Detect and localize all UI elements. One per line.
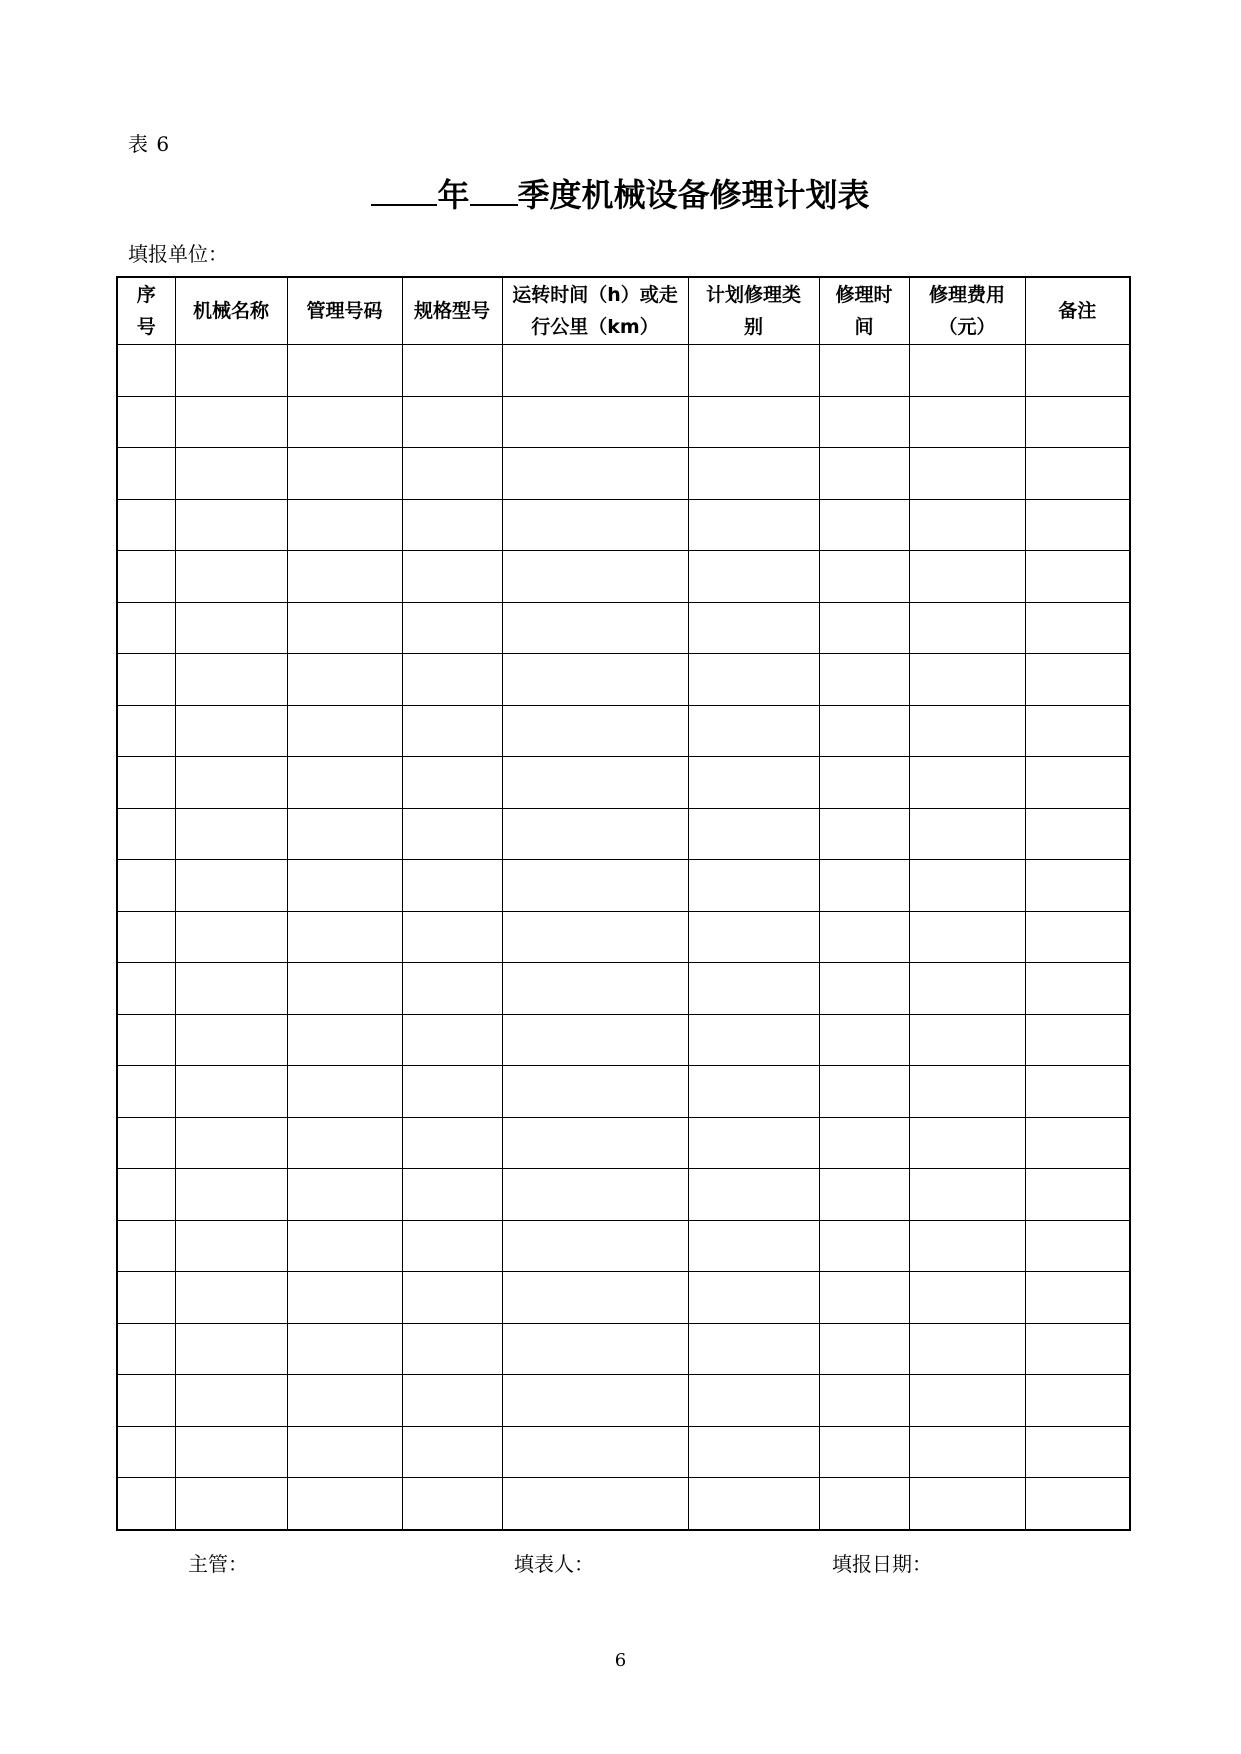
page-title (0, 170, 1241, 216)
table-cell[interactable] (819, 911, 909, 963)
table-cell[interactable] (819, 1117, 909, 1169)
table-cell[interactable] (909, 1066, 1025, 1118)
table-cell[interactable] (502, 396, 688, 448)
table-cell[interactable] (819, 1169, 909, 1221)
table-cell[interactable] (909, 757, 1025, 809)
table-cell[interactable] (688, 396, 819, 448)
table-cell[interactable] (688, 860, 819, 912)
table-cell[interactable] (402, 345, 502, 397)
table-cell[interactable] (402, 1014, 502, 1066)
table-cell[interactable] (1025, 551, 1130, 603)
table-row (117, 1272, 1130, 1324)
table-cell[interactable] (909, 602, 1025, 654)
table-cell[interactable] (175, 963, 287, 1015)
table-cell[interactable] (287, 1478, 402, 1530)
table-cell[interactable] (909, 860, 1025, 912)
table-row (117, 1014, 1130, 1066)
table-cell[interactable] (502, 1375, 688, 1427)
table-cell[interactable] (1025, 396, 1130, 448)
table-cell[interactable] (175, 1478, 287, 1530)
table-cell[interactable] (117, 757, 175, 809)
table-row (117, 499, 1130, 551)
table-cell[interactable] (117, 705, 175, 757)
supervisor-label: 主管： (188, 1552, 248, 1576)
table-cell[interactable] (909, 1478, 1025, 1530)
col-header-repair-category: 计划修理类别 (688, 277, 819, 345)
table-row (117, 1220, 1130, 1272)
table-cell[interactable] (819, 499, 909, 551)
table-cell[interactable] (117, 911, 175, 963)
table-cell[interactable] (287, 808, 402, 860)
table-row (117, 1323, 1130, 1375)
table-cell[interactable] (502, 345, 688, 397)
table-cell[interactable] (688, 1478, 819, 1530)
table-cell[interactable] (909, 551, 1025, 603)
table-cell[interactable] (175, 757, 287, 809)
table-cell[interactable] (502, 1169, 688, 1221)
table-cell[interactable] (688, 1014, 819, 1066)
table-cell[interactable] (1025, 602, 1130, 654)
table-cell[interactable] (819, 1323, 909, 1375)
table-cell[interactable] (688, 1323, 819, 1375)
table-cell[interactable] (819, 757, 909, 809)
table-cell[interactable] (909, 345, 1025, 397)
table-cell[interactable] (287, 602, 402, 654)
table-cell[interactable] (1025, 1014, 1130, 1066)
table-cell[interactable] (402, 1220, 502, 1272)
table-cell[interactable] (175, 705, 287, 757)
table-cell[interactable] (117, 1478, 175, 1530)
table-cell[interactable] (175, 1014, 287, 1066)
table-cell[interactable] (819, 963, 909, 1015)
table-row (117, 602, 1130, 654)
table-cell[interactable] (402, 602, 502, 654)
table-row (117, 1066, 1130, 1118)
table-cell[interactable] (117, 1426, 175, 1478)
table-cell[interactable] (688, 911, 819, 963)
table-row (117, 911, 1130, 963)
table-row (117, 705, 1130, 757)
table-cell[interactable] (402, 1323, 502, 1375)
table-cell[interactable] (1025, 654, 1130, 706)
table-row (117, 1426, 1130, 1478)
table-cell[interactable] (175, 1066, 287, 1118)
table-cell[interactable] (287, 654, 402, 706)
table-cell[interactable] (688, 654, 819, 706)
table-cell[interactable] (688, 602, 819, 654)
table-cell[interactable] (117, 551, 175, 603)
table-cell[interactable] (117, 602, 175, 654)
preparer-label: 填表人： (514, 1552, 594, 1576)
table-cell[interactable] (909, 396, 1025, 448)
table-cell[interactable] (287, 860, 402, 912)
table-row (117, 1169, 1130, 1221)
table-cell[interactable] (402, 1478, 502, 1530)
quarter-blank (470, 176, 518, 206)
table-cell[interactable] (688, 1117, 819, 1169)
table-cell[interactable] (502, 1426, 688, 1478)
table-cell[interactable] (909, 448, 1025, 500)
table-row (117, 654, 1130, 706)
repair-plan-table (116, 276, 1131, 1531)
table-cell[interactable] (1025, 1478, 1130, 1530)
table-cell[interactable] (117, 1375, 175, 1427)
table-row (117, 1375, 1130, 1427)
table-row (117, 396, 1130, 448)
table-cell[interactable] (117, 1220, 175, 1272)
table-cell[interactable] (287, 1323, 402, 1375)
table-cell[interactable] (287, 963, 402, 1015)
table-cell[interactable] (502, 499, 688, 551)
table-cell[interactable] (175, 1169, 287, 1221)
table-cell[interactable] (287, 345, 402, 397)
table-cell[interactable] (502, 860, 688, 912)
table-cell[interactable] (909, 1272, 1025, 1324)
table-cell[interactable] (909, 654, 1025, 706)
table-cell[interactable] (1025, 1220, 1130, 1272)
col-header-repair-cost: 修理费用（元） (909, 277, 1025, 345)
table-cell[interactable] (175, 1323, 287, 1375)
table-cell[interactable] (117, 963, 175, 1015)
table-row (117, 345, 1130, 397)
table-cell[interactable] (688, 1220, 819, 1272)
year-blank (371, 176, 437, 206)
table-cell[interactable] (117, 499, 175, 551)
table-cell[interactable] (502, 963, 688, 1015)
table-cell[interactable] (287, 1375, 402, 1427)
col-header-runtime-mileage: 运转时间（h）或走行公里（km） (502, 277, 688, 345)
table-cell[interactable] (287, 1169, 402, 1221)
table-cell[interactable] (287, 499, 402, 551)
table-cell[interactable] (819, 602, 909, 654)
table-body (117, 345, 1130, 1530)
table-cell[interactable] (287, 705, 402, 757)
table-cell[interactable] (502, 1066, 688, 1118)
table-cell[interactable] (287, 1272, 402, 1324)
table-cell[interactable] (502, 1272, 688, 1324)
table-cell[interactable] (287, 1117, 402, 1169)
table-cell[interactable] (1025, 808, 1130, 860)
table-cell[interactable] (502, 1014, 688, 1066)
table-cell[interactable] (1025, 1323, 1130, 1375)
table-cell[interactable] (1025, 499, 1130, 551)
table-cell[interactable] (402, 448, 502, 500)
table-row (117, 860, 1130, 912)
table-cell[interactable] (402, 499, 502, 551)
table-cell[interactable] (502, 808, 688, 860)
table-cell[interactable] (1025, 860, 1130, 912)
table-cell[interactable] (402, 911, 502, 963)
table-cell[interactable] (287, 1220, 402, 1272)
table-cell[interactable] (688, 757, 819, 809)
table-cell[interactable] (819, 1478, 909, 1530)
table-cell[interactable] (1025, 1272, 1130, 1324)
table-cell[interactable] (175, 860, 287, 912)
table-row (117, 1117, 1130, 1169)
table-cell[interactable] (117, 1169, 175, 1221)
page-number: 6 (614, 1650, 627, 1671)
table-cell[interactable] (1025, 705, 1130, 757)
table-cell[interactable] (117, 1272, 175, 1324)
table-cell[interactable] (909, 705, 1025, 757)
table-cell[interactable] (688, 1066, 819, 1118)
table-row (117, 448, 1130, 500)
table-cell[interactable] (909, 1169, 1025, 1221)
table-cell[interactable] (909, 808, 1025, 860)
table-cell[interactable] (175, 499, 287, 551)
table-cell[interactable] (117, 448, 175, 500)
table-cell[interactable] (287, 1426, 402, 1478)
table-cell[interactable] (175, 602, 287, 654)
table-cell[interactable] (1025, 757, 1130, 809)
table-cell[interactable] (819, 1220, 909, 1272)
table-cell[interactable] (819, 860, 909, 912)
title-year-suffix: 年 (437, 176, 470, 214)
table-cell[interactable] (175, 1426, 287, 1478)
table-cell[interactable] (402, 860, 502, 912)
table-cell[interactable] (688, 808, 819, 860)
table-cell[interactable] (819, 448, 909, 500)
table-cell[interactable] (402, 396, 502, 448)
date-label: 填报日期： (832, 1552, 932, 1576)
table-cell[interactable] (909, 911, 1025, 963)
table-cell[interactable] (117, 1323, 175, 1375)
col-header-index: 序号 (117, 277, 175, 345)
table-row (117, 963, 1130, 1015)
table-cell[interactable] (819, 705, 909, 757)
table-cell[interactable] (117, 1066, 175, 1118)
table-cell[interactable] (1025, 963, 1130, 1015)
table-cell[interactable] (819, 396, 909, 448)
table-cell[interactable] (909, 963, 1025, 1015)
table-cell[interactable] (819, 1426, 909, 1478)
table-cell[interactable] (287, 396, 402, 448)
table-cell[interactable] (688, 1426, 819, 1478)
col-header-repair-time: 修理时间 (819, 277, 909, 345)
col-header-management-number: 管理号码 (287, 277, 402, 345)
table-cell[interactable] (402, 551, 502, 603)
table-cell[interactable] (117, 1014, 175, 1066)
table-cell[interactable] (402, 808, 502, 860)
table-cell[interactable] (175, 448, 287, 500)
table-cell[interactable] (402, 1169, 502, 1221)
table-cell[interactable] (819, 1066, 909, 1118)
table-cell[interactable] (402, 757, 502, 809)
table-cell[interactable] (688, 1272, 819, 1324)
table-cell[interactable] (502, 551, 688, 603)
table-cell[interactable] (688, 551, 819, 603)
table-row (117, 757, 1130, 809)
table-cell[interactable] (1025, 1426, 1130, 1478)
table-cell[interactable] (175, 1117, 287, 1169)
col-header-remarks: 备注 (1025, 277, 1130, 345)
table-cell[interactable] (909, 1426, 1025, 1478)
table-cell[interactable] (287, 551, 402, 603)
table-cell[interactable] (502, 654, 688, 706)
table-cell[interactable] (175, 396, 287, 448)
table-cell[interactable] (502, 448, 688, 500)
table-cell[interactable] (175, 345, 287, 397)
table-cell[interactable] (287, 1066, 402, 1118)
table-cell[interactable] (175, 1220, 287, 1272)
col-header-machine-name: 机械名称 (175, 277, 287, 345)
table-cell[interactable] (175, 1375, 287, 1427)
table-cell[interactable] (502, 1478, 688, 1530)
table-cell[interactable] (117, 860, 175, 912)
table-cell[interactable] (819, 654, 909, 706)
table-cell[interactable] (402, 1375, 502, 1427)
table-cell[interactable] (909, 499, 1025, 551)
table-cell[interactable] (502, 705, 688, 757)
table-cell[interactable] (502, 1117, 688, 1169)
table-cell[interactable] (402, 1272, 502, 1324)
table-cell[interactable] (287, 448, 402, 500)
table-cell[interactable] (117, 396, 175, 448)
table-cell[interactable] (1025, 345, 1130, 397)
table-cell[interactable] (688, 1375, 819, 1427)
table-cell[interactable] (402, 654, 502, 706)
table-cell[interactable] (1025, 448, 1130, 500)
table-cell[interactable] (502, 602, 688, 654)
table-cell[interactable] (688, 963, 819, 1015)
table-cell[interactable] (175, 808, 287, 860)
header-row (117, 277, 1130, 345)
table-cell[interactable] (819, 808, 909, 860)
table-cell[interactable] (287, 1014, 402, 1066)
table-cell[interactable] (819, 551, 909, 603)
table-row (117, 1478, 1130, 1530)
table-cell[interactable] (819, 1014, 909, 1066)
table-cell[interactable] (117, 808, 175, 860)
table-cell[interactable] (502, 911, 688, 963)
title-rest: 季度机械设备修理计划表 (517, 176, 870, 214)
table-cell[interactable] (1025, 911, 1130, 963)
table-cell[interactable] (688, 499, 819, 551)
table-cell[interactable] (287, 757, 402, 809)
table-number: 表 6 (128, 132, 171, 156)
table-row (117, 551, 1130, 603)
table-cell[interactable] (909, 1375, 1025, 1427)
table-cell[interactable] (909, 1014, 1025, 1066)
table-cell[interactable] (287, 911, 402, 963)
table-cell[interactable] (402, 705, 502, 757)
table-cell[interactable] (502, 1323, 688, 1375)
table-cell[interactable] (1025, 1375, 1130, 1427)
table-cell[interactable] (117, 654, 175, 706)
table-cell[interactable] (117, 345, 175, 397)
table-cell[interactable] (909, 1323, 1025, 1375)
table-cell[interactable] (402, 1426, 502, 1478)
table-cell[interactable] (402, 1117, 502, 1169)
table-cell[interactable] (502, 757, 688, 809)
table-cell[interactable] (819, 1375, 909, 1427)
fill-unit-label: 填报单位： (128, 242, 228, 266)
table-cell[interactable] (688, 1169, 819, 1221)
table-cell[interactable] (175, 1272, 287, 1324)
table-cell[interactable] (688, 705, 819, 757)
table-row (117, 808, 1130, 860)
table-cell[interactable] (117, 1117, 175, 1169)
table-cell[interactable] (402, 1066, 502, 1118)
table-cell[interactable] (175, 551, 287, 603)
table-cell[interactable] (819, 345, 909, 397)
table-cell[interactable] (1025, 1066, 1130, 1118)
col-header-spec-model: 规格型号 (402, 277, 502, 345)
table-cell[interactable] (1025, 1117, 1130, 1169)
table-cell[interactable] (402, 963, 502, 1015)
table-cell[interactable] (909, 1117, 1025, 1169)
table-cell[interactable] (819, 1272, 909, 1324)
table-cell[interactable] (688, 345, 819, 397)
table-cell[interactable] (688, 448, 819, 500)
table-cell[interactable] (175, 911, 287, 963)
table-cell[interactable] (502, 1220, 688, 1272)
table-cell[interactable] (175, 654, 287, 706)
table-cell[interactable] (909, 1220, 1025, 1272)
table-cell[interactable] (1025, 1169, 1130, 1221)
